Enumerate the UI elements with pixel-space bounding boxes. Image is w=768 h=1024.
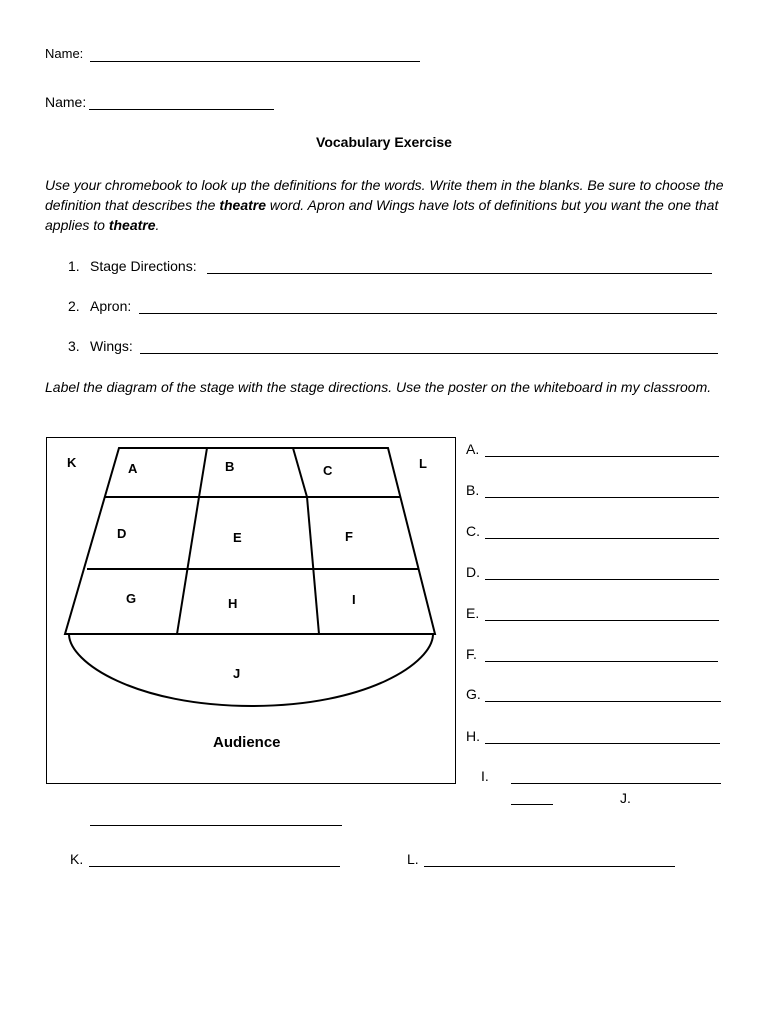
vocab-label-2: Apron:	[90, 298, 132, 314]
answer-label-e: E.	[466, 605, 480, 621]
vocab-answer-2[interactable]	[139, 313, 717, 314]
answer-label-f: F.	[466, 646, 477, 662]
answer-line-i-continued[interactable]	[511, 804, 553, 805]
diagram-label-g: G	[126, 591, 137, 606]
diagram-label-e: E	[233, 530, 242, 545]
vocab-label-1: Stage Directions:	[90, 258, 197, 274]
answer-line-f[interactable]	[485, 661, 718, 662]
answer-line-b[interactable]	[485, 497, 719, 498]
answer-label-g: G.	[466, 686, 481, 702]
answer-label-a: A.	[466, 441, 480, 457]
stage-diagram-svg	[47, 438, 455, 783]
answer-label-l: L.	[407, 851, 419, 867]
answer-label-j: J.	[620, 790, 631, 806]
answer-line-c[interactable]	[485, 538, 719, 539]
answer-line-a[interactable]	[485, 456, 719, 457]
vocab-label-3: Wings:	[90, 338, 133, 354]
answer-line-k[interactable]	[89, 866, 340, 867]
name-field-1[interactable]	[90, 61, 420, 62]
apron-curve	[69, 634, 433, 706]
answer-line-g[interactable]	[485, 701, 721, 702]
answer-line-i[interactable]	[511, 783, 721, 784]
name-label-2: Name:	[45, 94, 87, 110]
audience-label: Audience	[213, 734, 281, 751]
stage-col-divider-top-2	[293, 448, 307, 497]
diagram-label-i: I	[352, 592, 356, 607]
answer-label-i: I.	[481, 768, 489, 784]
answer-line-j[interactable]	[90, 825, 342, 826]
answer-label-b: B.	[466, 482, 480, 498]
diagram-label-f: F	[345, 529, 353, 544]
diagram-label-l: L	[419, 456, 427, 471]
diagram-label-d: D	[117, 526, 127, 541]
instructions-part3: .	[155, 217, 160, 233]
stage-col-divider-top-1	[199, 448, 207, 497]
vocab-number-1: 1.	[68, 258, 80, 274]
answer-label-h: H.	[466, 728, 480, 744]
instructions-bold2: theatre	[108, 217, 156, 233]
stage-col-divider-low-2	[307, 497, 319, 634]
answer-line-h[interactable]	[485, 743, 720, 744]
stage-col-divider-low-1	[177, 497, 199, 634]
diagram-label-a: A	[128, 461, 138, 476]
stage-outline	[65, 448, 435, 634]
diagram-label-h: H	[228, 596, 238, 611]
answer-line-d[interactable]	[485, 579, 719, 580]
page-title: Vocabulary Exercise	[316, 134, 452, 150]
answer-label-c: C.	[466, 523, 480, 539]
name-label-1: Name:	[45, 46, 84, 61]
diagram-label-k: K	[67, 455, 77, 470]
vocab-answer-1[interactable]	[207, 273, 712, 274]
diagram-label-c: C	[323, 463, 333, 478]
stage-diagram	[46, 437, 456, 784]
diagram-label-b: B	[225, 459, 235, 474]
answer-line-l[interactable]	[424, 866, 675, 867]
vocab-number-3: 3.	[68, 338, 80, 354]
vocab-answer-3[interactable]	[140, 353, 718, 354]
instructions-bold1: theatre	[219, 197, 267, 213]
instructions-part1: Use your chromebook to look up the definitions for the words. Write them in the blanks. Be sure to choose the definition that describes the	[45, 177, 724, 213]
answer-label-d: D.	[466, 564, 480, 580]
instructions	[45, 175, 725, 235]
instructions-part2: word. Apron and Wings have lots of definitions but you want the one that applies to	[45, 197, 719, 233]
answer-line-e[interactable]	[485, 620, 719, 621]
name-field-2[interactable]	[89, 109, 274, 110]
answer-label-k: K.	[70, 851, 84, 867]
diagram-label-j: J	[233, 666, 241, 681]
label-instructions: Label the diagram of the stage with the stage directions. Use the poster on the whiteboard in my classroom.	[45, 379, 712, 395]
vocab-number-2: 2.	[68, 298, 80, 314]
